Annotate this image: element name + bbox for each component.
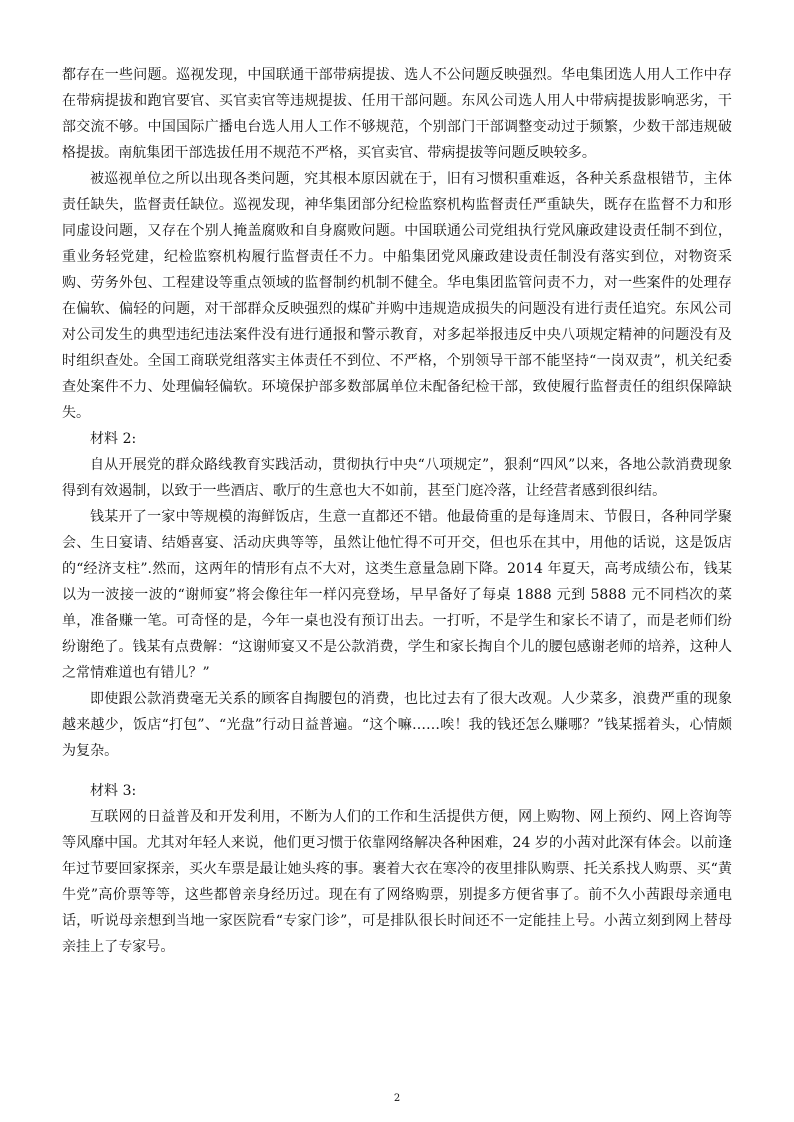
paragraph-cadre-selection: 都存在一些问题。巡视发现，中国联通干部带病提拔、选人不公问题反映强烈。华电集团选人用人工作中存在带病提拔和跑官要官、买官卖官等违规提拔、任用干部问题。东风公司选人用人中带病提拔影响恶劣，干部交流不够。中国国际广播电台选人用人工作不够规范，个别部门干部调整变动过于频繁，少数干部违规破格提拔。南航集团干部选拔任用不规范不严格，买官卖官、带病提拔等问题反映较多。 <box>62 67 732 161</box>
paragraph-internet-convenience: 互联网的日益普及和开发利用，不断为人们的工作和生活提供方便，网上购物、网上预约、网上咨询等等风靡中国。尤其对年轻人来说，他们更习惯于依靠网络解决各种困难，24 岁的小茜对此深有体会。以前逢年过节要回家探亲，买火车票是最让她头疼的事。裹着大衣在寒冷的夜里排队购票、托关系找人购票、买“黄牛党”高价票等等，这些都曾亲身经历过。现在有了网络购票，别提多方便省事了。前不久小茜跟母亲通电话，听说母亲想到当地一家医院看“专家门诊”，可是排队很长时间还不一定能挂上号。小茜立刻到网上替母亲挂上了专家号。 <box>62 809 732 955</box>
document-page <box>62 62 732 960</box>
paragraph-public-spending: 自从开展党的群众路线教育实践活动，贯彻执行中央“八项规定”，狠刹“四风”以来，各地公款消费现象得到有效遏制，以致于一些酒店、歌厅的生意也大不如前，甚至门庭冷落，让经营者感到很纠结。 <box>62 457 732 499</box>
material-2-heading: 材料 2: <box>90 431 137 447</box>
page-number: 2 <box>393 1093 401 1104</box>
paragraph-seafood-restaurant: 钱某开了一家中等规模的海鲜饭店，生意一直都还不错。他最倚重的是每逢周末、节假日，各种同学聚会、生日宴请、结婚喜宴、活动庆典等等，虽然让他忙得不可开交，但也乐在其中，用他的话说，这是饭店的“经济支柱”.然而，这两年的情形有点不大对，这类生意量急剧下降。2014 年夏天，高考成绩公布，钱某以为一波接一波的“谢师宴”将会像往年一样闪亮登场，早早备好了每桌 1888 元到 5888 元不同档次的菜单，准备赚一笔。可奇怪的是，今年一桌也没有预订出去。一打听，不是学生和家长不请了，而是老师们纷纷谢绝了。钱某有点费解：“这谢师宴又不是公款消费，学生和家长掏自个儿的腰包感谢老师的培养，这种人之常情难道也有错儿？” <box>62 509 732 681</box>
paragraph-root-causes: 被巡视单位之所以出现各类问题，究其根本原因就在于，旧有习惯积重难返，各种关系盘根错节，主体责任缺失，监督责任缺位。巡视发现，神华集团部分纪检监察机构监督责任严重缺失，既存在监督不力和形同虚设问题，又存在个别人掩盖腐败和自身腐败问题。中国联通公司党组执行党风廉政建设责任制不到位，重业务轻党建，纪检监察机构履行监督责任不力。中船集团党风廉政建设责任制没有落实到位，对物资采购、劳务外包、工程建设等重点领域的监督制约机制不健全。华电集团监管问责不力，对一些案件的处理存在偏软、偏轻的问题，对干部群众反映强烈的煤矿并购中违规造成损失的问题没有进行责任追究。东风公司对公司发生的典型违纪违法案件没有进行通报和警示教育，对多起举报违反中央八项规定精神的问题没有及时组织查处。全国工商联党组落实主体责任不到位、不严格，个别领导干部不能坚持“一岗双责”，机关纪委查处案件不力、处理偏轻偏软。环境保护部多数部属单位未配备纪检干部，致使履行监督责任的组织保障缺失。 <box>62 171 732 421</box>
paragraph-customer-change: 即使跟公款消费毫无关系的顾客自掏腰包的消费，也比过去有了很大改观。人少菜多，浪费严重的现象越来越少，饭店“打包”、“光盘”行动日益普遍。“这个嘛……唉！我的钱还怎么赚哪？”钱某摇着头，心情颇为复杂。 <box>62 691 732 759</box>
material-3-heading: 材料 3: <box>90 783 137 799</box>
